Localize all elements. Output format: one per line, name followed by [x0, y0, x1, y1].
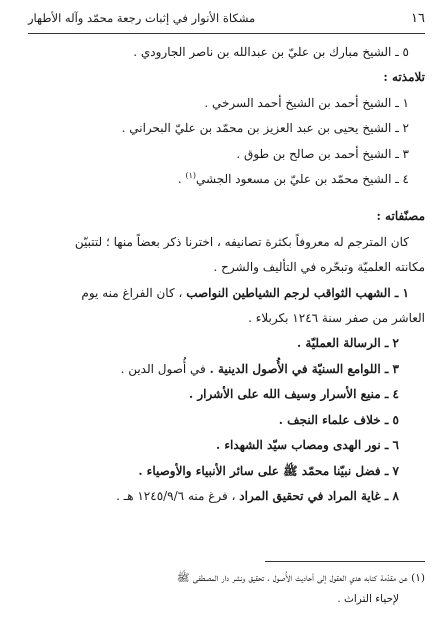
work-item: ٦ ـ نور الهدى ومصاب سيّد الشهداء . — [216, 438, 399, 453]
page-header — [28, 8, 425, 34]
students-heading: تلامذته : — [383, 70, 425, 85]
work-description: ، فرغ منه ١٢٤٥/٩/٦ هـ . — [116, 488, 236, 503]
work-title: ١ ـ الشهب الثواقب لرجم الشياطين النواصب — [186, 285, 409, 300]
work-title: ٣ ـ اللوامع السنيّة في الأُصول الدينية . — [209, 361, 399, 376]
works-intro-line: مكانته العلميّة وتبحّره في التأليف والشرح . — [213, 260, 425, 275]
work-item-continuation: العاشر من صفر سنة ١٢٤٦ بكربلاء . — [248, 311, 425, 326]
work-item: ٤ ـ منيع الأسرار وسيف الله على الأشرار . — [188, 387, 399, 402]
page-number: ١٦ — [411, 11, 425, 26]
work-item: ٥ ـ خلاف علماء النجف . — [278, 412, 399, 427]
student-item-text: ٤ ـ الشيخ محمّد بن عليّ بن مسعود الجشي — [196, 172, 409, 187]
work-item: ٢ ـ الرسالة العمليّة . — [296, 336, 399, 351]
main-text — [28, 40, 425, 509]
works-intro-line: كان المترجم له معروفاً بكثرة تصانيفه ، اخترنا ذكر بعضاً منها ؛ لتتبيّن — [74, 234, 409, 249]
work-item — [28, 484, 425, 509]
work-description: في أُصول الدين . — [120, 361, 206, 376]
work-item — [28, 281, 425, 306]
section-gap — [28, 192, 425, 204]
work-description: ، كان الفراغ منه يوم — [81, 285, 183, 300]
student-item: ٣ ـ الشيخ أحمد بن صالح بن طوق . — [236, 146, 409, 161]
student-item: ٢ ـ الشيخ يحيى بن عبد العزيز بن محمّد بن عليّ البحراني . — [121, 121, 409, 136]
student-item — [28, 167, 425, 192]
header-rule — [28, 33, 425, 34]
running-title: مشكاة الأنوار في إثبات رجعة محمّد وآله الأطهار — [28, 11, 256, 25]
footnote-marker: (١) — [185, 171, 197, 181]
footnote-line: لإحياء التراث . — [337, 593, 399, 605]
footnote-rule — [265, 561, 425, 562]
work-item — [28, 357, 425, 382]
student-item: ١ ـ الشيخ أحمد بن الشيخ أحمد السرخي . — [204, 95, 409, 110]
student-item-end: . — [177, 172, 182, 187]
work-item: ٧ ـ فضل نبيّنا محمّد ﷺ على سائر الأنبياء والأوصياء . — [138, 463, 399, 478]
footnote-line: (١) عن مقدّمة كتابه هدي العقول إلى أحاديث الأُصول ، تحقيق ونشر دار المصطفى ﷺ — [176, 572, 425, 584]
work-title: ٨ ـ غاية المراد في تحقيق المراد — [239, 488, 399, 503]
footnote — [28, 568, 425, 610]
teacher-item: ٥ ـ الشيخ مبارك بن عليّ بن عبدالله بن ناصر الجارودي . — [133, 45, 409, 59]
works-heading: مصنّفاته : — [376, 209, 425, 224]
